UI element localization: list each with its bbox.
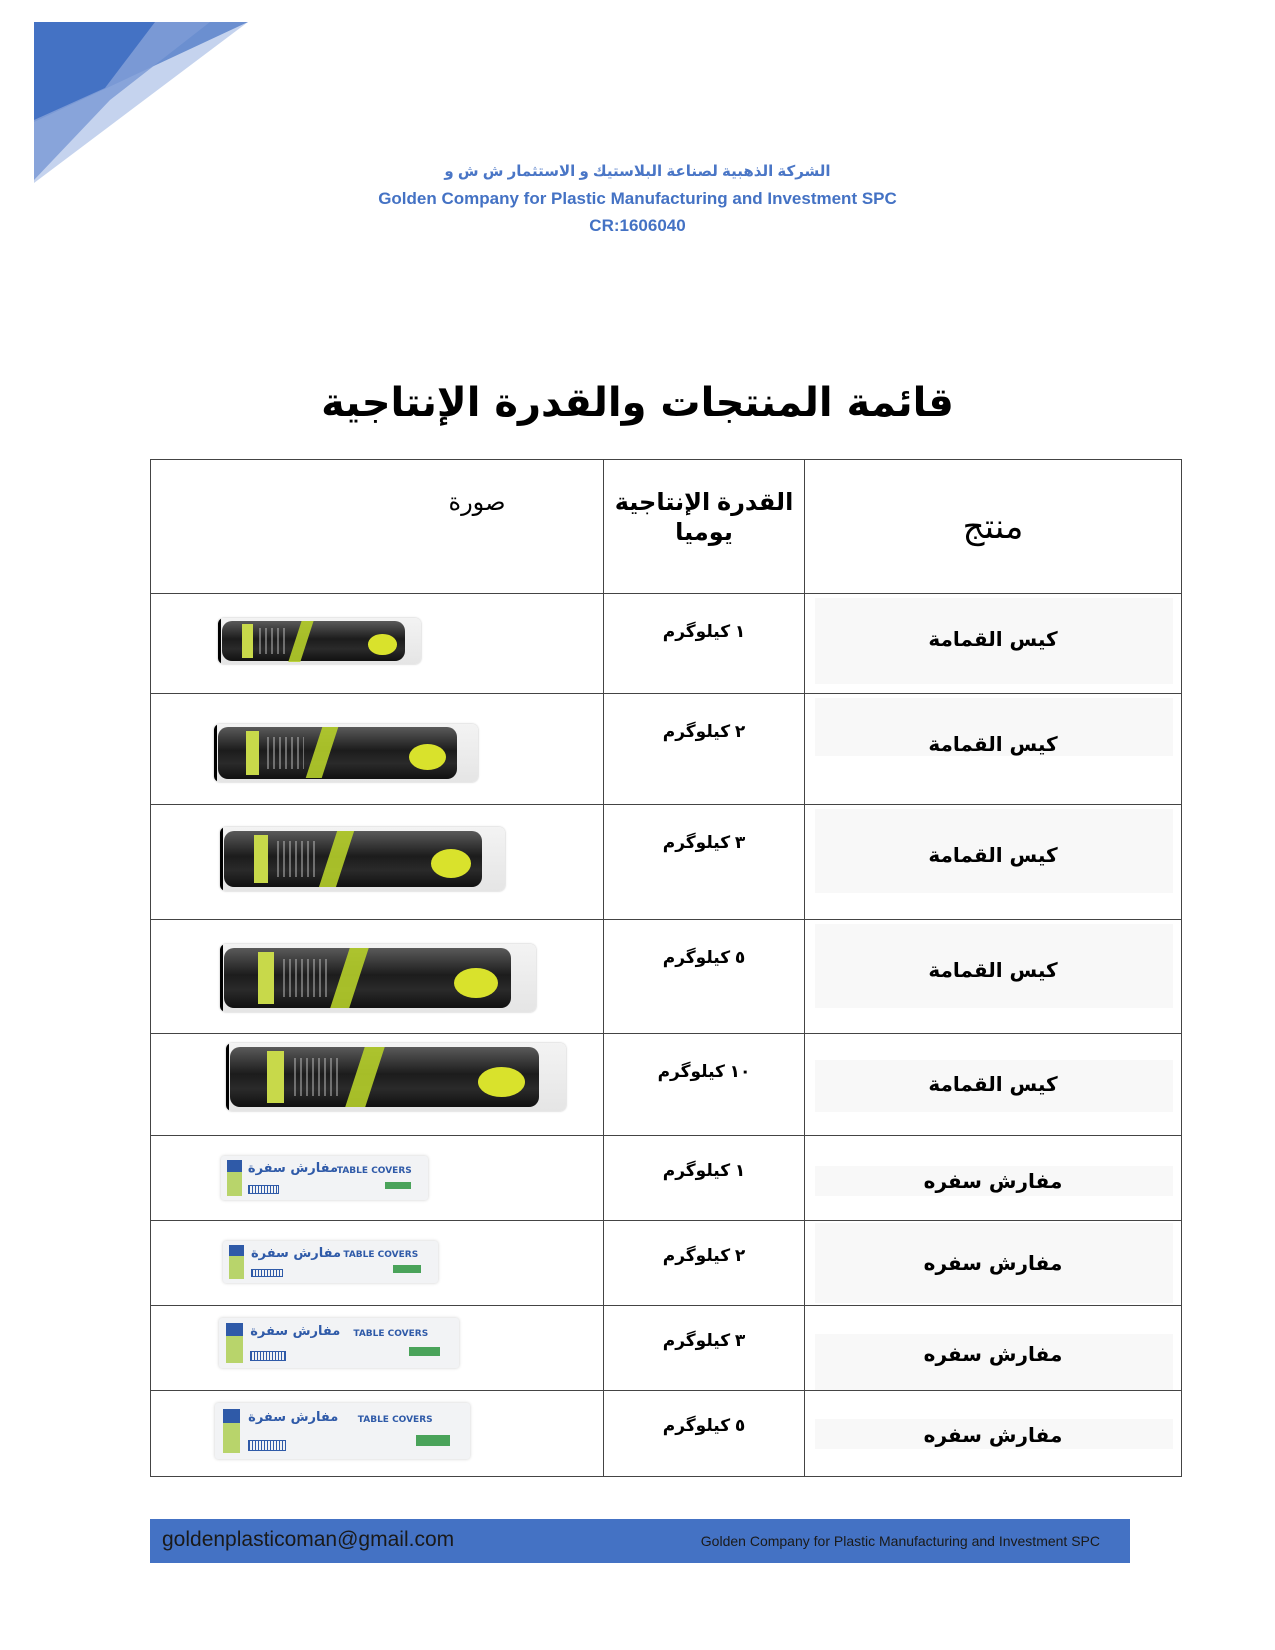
table-row [151,920,1182,1034]
product-name: كيس القمامة [928,1072,1058,1096]
footer-bar [150,1519,1130,1563]
products-table [150,459,1182,1477]
capacity-cell: ١ كيلوگرم [604,594,805,694]
product-cell [805,1306,1182,1391]
table-row [151,1221,1182,1306]
letterhead [0,158,1275,239]
garbage-bag-roll-image [220,944,536,1012]
table-covers-pack-image: مفارش سفرة TABLE COVERS [223,1241,438,1283]
image-cell [151,805,604,920]
header-product: منتج [805,460,1182,594]
table-covers-pack-image: مفارش سفرة TABLE COVERS [215,1403,470,1459]
image-cell [151,694,604,805]
table-row [151,1306,1182,1391]
table-row [151,1034,1182,1136]
product-cell [805,1221,1182,1306]
image-cell [151,1221,604,1306]
capacity-cell: ٥ كيلوگرم [604,1391,805,1477]
product-cell [805,920,1182,1034]
product-name: كيس القمامة [928,732,1058,756]
capacity-cell: ١٠ كيلوگرم [604,1034,805,1136]
product-name: مفارش سفره [923,1342,1063,1366]
header-capacity-line1: القدرة الإنتاجية [614,489,794,516]
garbage-bag-roll-image [220,827,505,891]
capacity-cell: ٣ كيلوگرم [604,805,805,920]
image-cell [151,1306,604,1391]
commercial-registration: CR:1606040 [589,216,686,235]
garbage-bag-roll-image [226,1043,566,1111]
product-cell [805,1391,1182,1477]
product-cell [805,594,1182,694]
capacity-cell: ٣ كيلوگرم [604,1306,805,1391]
garbage-bag-roll-image [218,618,421,664]
image-cell [151,594,604,694]
table-covers-pack-image: مفارش سفرة TABLE COVERS [219,1318,459,1368]
product-name: مفارش سفره [923,1251,1063,1275]
image-cell [151,1391,604,1477]
table-row [151,594,1182,694]
garbage-bag-roll-image [214,724,478,782]
capacity-cell: ٢ كيلوگرم [604,694,805,805]
table-row [151,1391,1182,1477]
table-covers-pack-image: مفارش سفرة TABLE COVERS [221,1156,428,1200]
table-header-row [151,460,1182,594]
header-capacity [604,460,805,594]
page-title: قائمة المنتجات والقدرة الإنتاجية [321,380,954,426]
product-name: كيس القمامة [928,627,1058,651]
table-row [151,805,1182,920]
product-cell [805,1136,1182,1221]
footer-company-name: Golden Company for Plastic Manufacturing and Investment SPC [700,1533,1100,1549]
table-row [151,694,1182,805]
capacity-cell: ٥ كيلوگرم [604,920,805,1034]
image-cell [151,920,604,1034]
product-name: كيس القمامة [928,843,1058,867]
product-name: مفارش سفره [923,1423,1063,1447]
company-name-english: Golden Company for Plastic Manufacturing and Investment SPC [378,189,897,208]
capacity-cell: ٢ كيلوگرم [604,1221,805,1306]
footer-email-link[interactable]: goldenplasticoman@gmail.com [162,1528,455,1551]
product-cell [805,1034,1182,1136]
capacity-cell: ١ كيلوگرم [604,1136,805,1221]
image-cell [151,1136,604,1221]
product-name: كيس القمامة [928,958,1058,982]
header-image: صورة [151,460,604,594]
table-row [151,1136,1182,1221]
company-name-arabic: الشركة الذهبية لصناعة البلاستيك و الاستثمار ش ش و [444,163,831,180]
product-name: مفارش سفره [923,1169,1063,1193]
product-cell [805,694,1182,805]
product-cell [805,805,1182,920]
header-capacity-line2: يوميا [675,519,733,546]
image-cell [151,1034,604,1136]
